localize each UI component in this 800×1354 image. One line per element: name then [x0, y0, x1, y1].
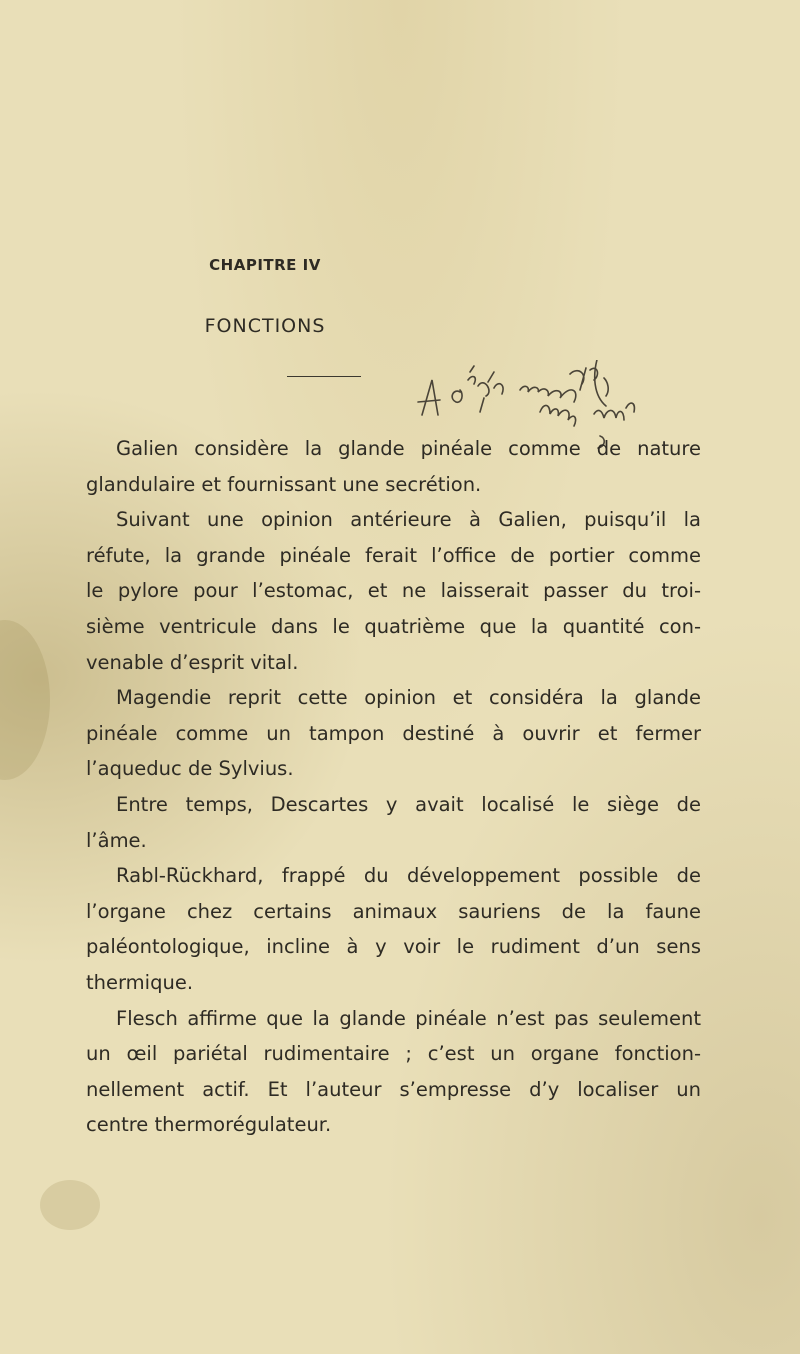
text-line: sième ventricule dans le quatrième que la quantité con- [86, 614, 701, 638]
paragraph [86, 858, 701, 1000]
text-line: un œil pariétal rudimentaire ; c’est un organe fonction- [86, 1042, 701, 1066]
text-line: pinéale comme un tampon destiné à ouvrir et fermer [86, 721, 701, 745]
chapter-heading: CHAPITRE IV [209, 256, 321, 274]
text-line: Flesch affirme que la glande pinéale n’est pas seulement [116, 1006, 701, 1030]
text-line: venable d’esprit vital. [86, 650, 299, 674]
text-line: Galien considère la glande pinéale comme de nature [116, 437, 701, 460]
text-line: thermique. [86, 970, 194, 994]
text-line: Entre temps, Descartes y avait localisé le siège de [116, 792, 701, 816]
text-line: nellement actif. Et l’auteur s’empresse d’y localiser un [86, 1077, 701, 1101]
text-line: glandulaire et fournissant une secrétion. [86, 472, 482, 496]
paragraph [86, 680, 701, 787]
paper-stain [0, 620, 50, 780]
paragraph [86, 502, 701, 680]
text-line: l’âme. [86, 828, 147, 852]
text-line: Magendie reprit cette opinion et considéra la glande [116, 686, 701, 710]
paragraph [86, 787, 701, 858]
body-text [86, 431, 701, 1143]
paper-stain [40, 1180, 100, 1230]
text-line: l’organe chez certains animaux sauriens de la faune [86, 899, 701, 923]
text-line: l’aqueduc de Sylvius. [86, 757, 294, 781]
text-line: paléontologique, incline à y voir le rudiment d’un sens [86, 935, 701, 959]
section-title: FONCTIONS [204, 315, 326, 337]
text-line: le pylore pour l’estomac, et ne laisserait passer du troi- [86, 579, 701, 603]
text-line: Rabl-Rückhard, frappé du développement possible de [116, 864, 701, 888]
text-line: Suivant une opinion antérieure à Galien, puisqu’il la [116, 508, 701, 532]
paragraph [86, 431, 701, 502]
text-line: centre thermorégulateur. [86, 1113, 332, 1137]
paragraph [86, 1001, 701, 1143]
title-rule [287, 376, 361, 377]
text-line: réfute, la grande pinéale ferait l’office de portier comme [86, 543, 701, 567]
